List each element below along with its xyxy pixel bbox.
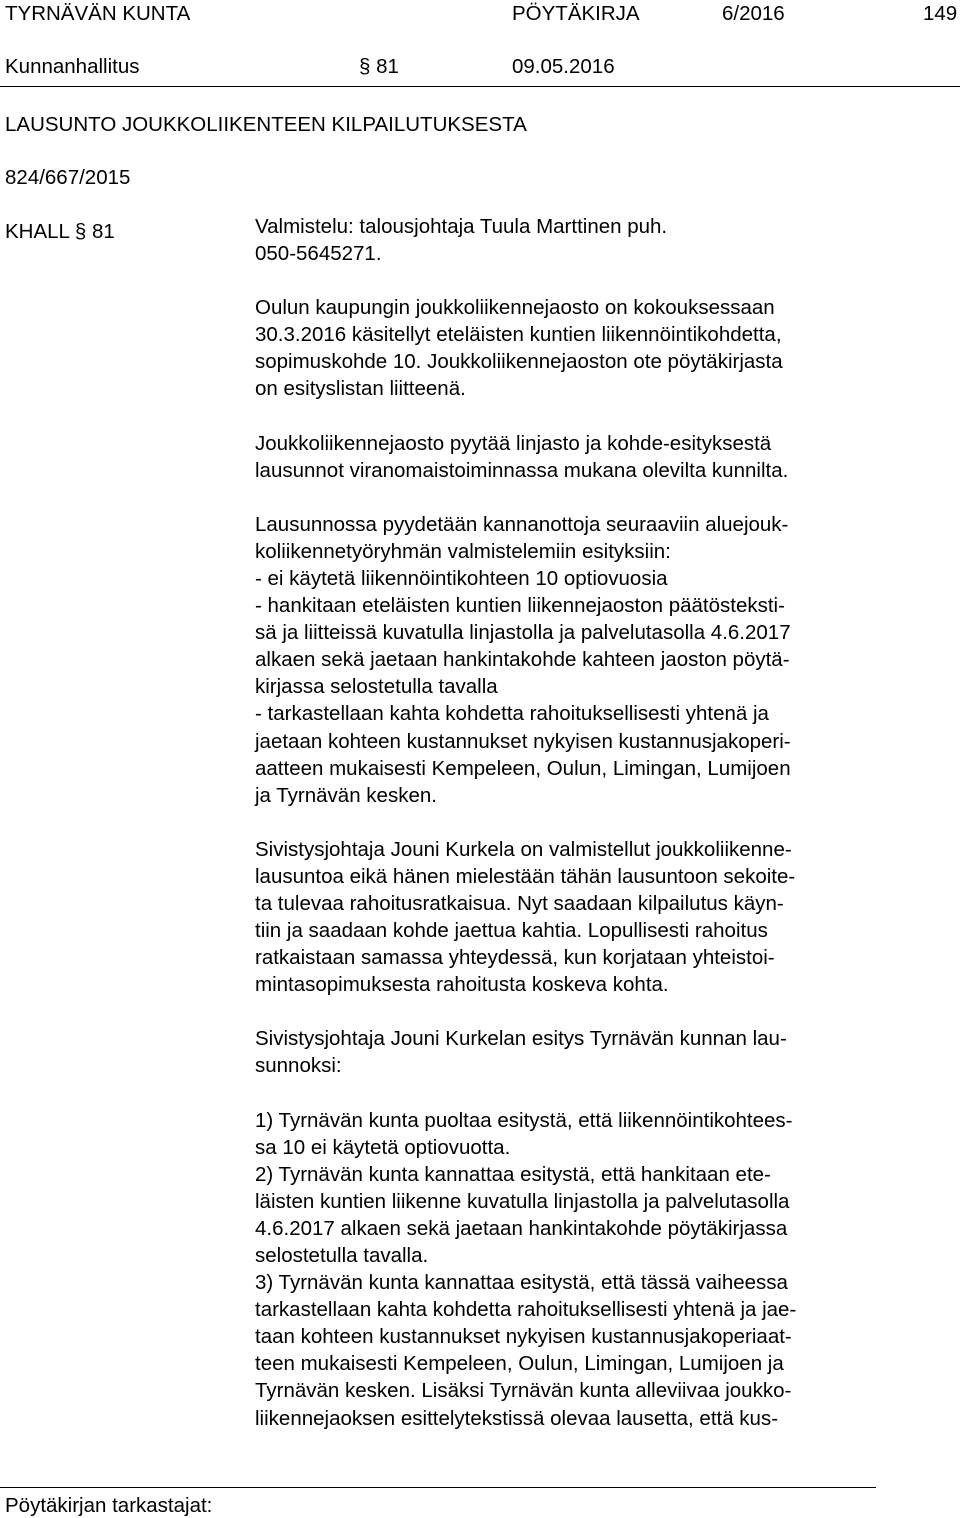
text-line: Oulun kaupungin joukkoliikennejaosto on kokouksessaan — [255, 296, 775, 320]
text-line: kirjassa selostetulla tavalla — [255, 675, 498, 699]
text-line: ja Tyrnävän kesken. — [255, 783, 437, 807]
section-number: § 81 — [359, 55, 399, 78]
text-line: liikennejaoksen esittelytekstissä olevaa lausetta, että kus- — [255, 1406, 779, 1430]
text-line: teen mukaisesti Kempeleen, Oulun, Limingan, Lumijoen ja — [255, 1352, 784, 1376]
text-line: tarkastellaan kahta kohdetta rahoituksellisesti yhtenä ja jae- — [255, 1298, 797, 1322]
footer-divider — [0, 1487, 876, 1488]
text-line: 3) Tyrnävän kunta kannattaa esitystä, että tässä vaiheessa — [255, 1271, 788, 1295]
text-line: Sivistysjohtaja Jouni Kurkela on valmistellut joukkoliikenne- — [255, 837, 792, 861]
text-line: Joukkoliikennejaosto pyytää linjasto ja kohde-esityksestä — [255, 431, 772, 455]
text-line: alkaen sekä jaetaan hankintakohde kahteen jaoston pöytä- — [255, 648, 790, 672]
diary-number: 824/667/2015 — [5, 166, 131, 189]
text-line: aatteen mukaisesti Kempeleen, Oulun, Limingan, Lumijoen — [255, 756, 791, 780]
text-line: 1) Tyrnävän kunta puoltaa esitystä, että liikennöintikohtees- — [255, 1108, 793, 1132]
text-line: taan kohteen kustannukset nykyisen kustannusjakoperiaat- — [255, 1325, 792, 1349]
text-line: sä ja liitteissä kuvatulla linjastolla ja palvelutasolla 4.6.2017 — [255, 621, 791, 645]
text-line: on esityslistan liitteenä. — [255, 377, 466, 401]
text-line: jaetaan kohteen kustannukset nykyisen kustannusjakoperi- — [255, 729, 791, 753]
text-line: 050-5645271. — [255, 242, 382, 266]
paragraph — [255, 1025, 915, 1079]
footer-label: Pöytäkirjan tarkastajat: — [5, 1494, 213, 1517]
text-line: koliikennetyöryhmän valmistelemiin esityksiin: — [255, 539, 671, 563]
text-line: - ei käytetä liikennöintikohteen 10 optiovuosia — [255, 566, 668, 590]
text-line: sopimuskohde 10. Joukkoliikennejaoston ote pöytäkirjasta — [255, 350, 783, 374]
text-line: sunnoksi: — [255, 1054, 342, 1078]
text-line: lausunnot viranomaistoiminnassa mukana olevilta kunnilta. — [255, 458, 789, 482]
paragraph — [255, 1107, 915, 1432]
text-line: 30.3.2016 käsitellyt eteläisten kuntien liikennöintikohdetta, — [255, 323, 782, 347]
text-line: tiin ja saadaan kohde jaettua kahtia. Lopullisesti rahoitus — [255, 919, 768, 943]
text-line: Tyrnävän kesken. Lisäksi Tyrnävän kunta alleviivaa joukko- — [255, 1379, 792, 1403]
text-line: 2) Tyrnävän kunta kannattaa esitystä, että hankitaan ete- — [255, 1162, 771, 1186]
text-line: Valmistelu: talousjohtaja Tuula Marttinen puh. — [255, 215, 668, 238]
paragraph — [255, 836, 915, 999]
text-line: selostetulla tavalla. — [255, 1244, 429, 1267]
page-title: LAUSUNTO JOUKKOLIIKENTEEN KILPAILUTUKSESTA — [5, 113, 527, 136]
section-reference: KHALL § 81 — [5, 220, 115, 243]
text-line: - tarkastellaan kahta kohdetta rahoituksellisesti yhtenä ja — [255, 702, 769, 726]
document-number: 6/2016 — [722, 2, 785, 25]
text-line: lausuntoa eikä hänen mielestään tähän lausuntoon sekoite- — [255, 864, 796, 888]
text-line: - hankitaan eteläisten kuntien liikennejaoston päätösteksti- — [255, 594, 785, 618]
text-line: sa 10 ei käytetä optiovuotta. — [255, 1135, 511, 1159]
municipality-name: TYRNÄVÄN KUNTA — [5, 2, 191, 25]
paragraph — [255, 511, 915, 809]
meeting-date: 09.05.2016 — [512, 55, 615, 78]
meeting-body: Kunnanhallitus — [5, 55, 140, 78]
text-line: ta tulevaa rahoitusratkaisua. Nyt saadaan kilpailutus käyn- — [255, 891, 784, 915]
text-line: mintasopimuksesta rahoitusta koskeva kohta. — [255, 973, 669, 997]
text-line: läisten kuntien liikenne kuvatulla linjastolla ja palvelutasolla — [255, 1189, 790, 1213]
body-text — [255, 213, 915, 1459]
header-divider — [0, 86, 960, 87]
text-line: Sivistysjohtaja Jouni Kurkelan esitys Tyrnävän kunnan lau- — [255, 1027, 787, 1051]
paragraph — [255, 213, 915, 267]
paragraph — [255, 430, 915, 484]
page-number: 149 — [923, 2, 958, 25]
document-type: PÖYTÄKIRJA — [512, 2, 640, 25]
text-line: ratkaistaan samassa yhteydessä, kun korjataan yhteistoi- — [255, 946, 775, 970]
text-line: Lausunnossa pyydetään kannanottoja seuraaviin aluejouk- — [255, 512, 789, 536]
text-line: 4.6.2017 alkaen sekä jaetaan hankintakohde pöytäkirjassa — [255, 1216, 788, 1240]
paragraph — [255, 294, 915, 402]
